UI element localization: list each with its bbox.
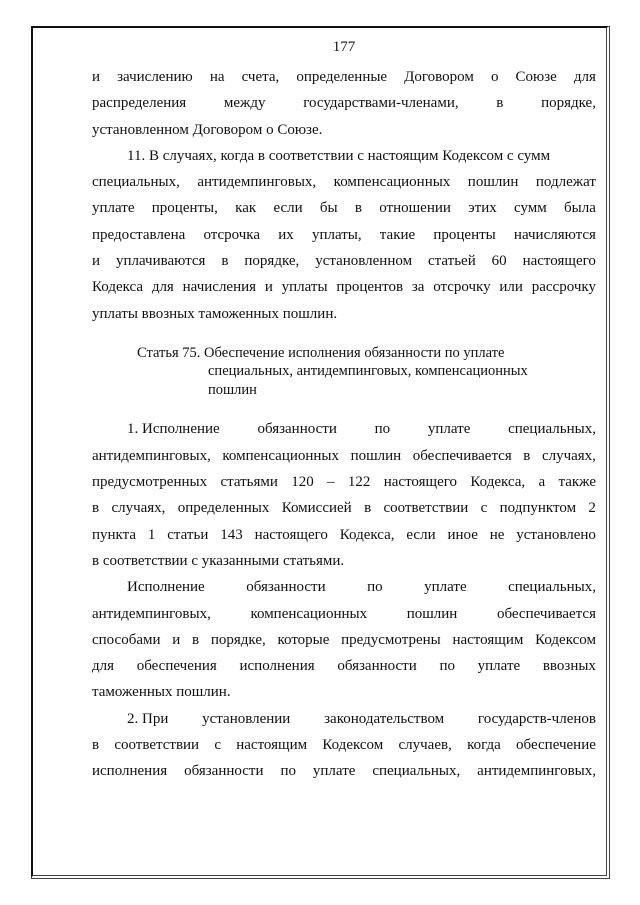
heading-line: пошлин <box>208 381 257 398</box>
word: за <box>411 279 425 296</box>
text-line <box>92 469 596 495</box>
word: 60 <box>491 253 507 270</box>
word: зачислению <box>117 69 193 85</box>
word: начисления <box>182 279 257 296</box>
word: в <box>354 200 362 217</box>
word: 1 <box>147 526 156 543</box>
word: для <box>151 279 174 296</box>
text-line <box>92 64 596 90</box>
word: с <box>480 500 488 517</box>
word: и <box>92 69 101 85</box>
word: таможенных пошлин. <box>92 684 231 701</box>
word: уплате <box>477 658 521 675</box>
word: компенсационных <box>333 174 451 191</box>
word: специальных, <box>508 579 596 596</box>
word: пошлин <box>467 174 519 191</box>
word: уплаты, <box>311 226 362 243</box>
word: между <box>223 95 266 112</box>
word: по <box>439 658 455 675</box>
word: 2 <box>588 500 596 517</box>
word: статьей <box>428 253 476 270</box>
word: для <box>92 658 115 675</box>
text-line <box>92 169 596 195</box>
word: которые <box>277 631 330 648</box>
word: Союзе <box>515 69 557 85</box>
page-number: 177 <box>332 39 356 55</box>
word: Исполнение <box>127 579 205 596</box>
word: обеспечивается <box>412 447 512 464</box>
word: специальных, <box>372 763 461 780</box>
word: когда <box>467 737 501 754</box>
word: этих <box>468 200 497 217</box>
word: порядке, <box>244 253 300 270</box>
word: порядке, <box>541 95 596 112</box>
word: Кодекса, <box>339 526 395 543</box>
word: установленном <box>315 253 413 270</box>
text-line <box>92 195 596 221</box>
word: Кодексом <box>322 737 384 754</box>
word: такие <box>379 226 416 243</box>
paragraph <box>92 416 596 574</box>
word: определенных <box>177 500 270 517</box>
word: иное <box>447 526 478 543</box>
word: уплаты ввозных таможенных пошлин. <box>92 305 338 322</box>
word: обязанности <box>246 579 326 596</box>
word: предусмотрены <box>341 631 441 648</box>
document-page <box>92 36 596 785</box>
word: уплачиваются <box>115 253 206 270</box>
text-line <box>92 758 596 784</box>
text-line <box>92 301 596 327</box>
text-line <box>92 732 596 758</box>
word: предусмотренных <box>92 474 208 491</box>
text-line <box>92 416 596 442</box>
word: процентов <box>336 279 404 296</box>
word: определенные <box>296 69 388 85</box>
word: в <box>221 253 229 270</box>
word: распределения <box>92 95 187 112</box>
word: о <box>490 69 499 85</box>
word: не <box>489 526 505 543</box>
word: соответствии <box>114 737 200 754</box>
word: настоящего <box>254 526 328 543</box>
word: антидемпинговых, <box>92 605 211 622</box>
word: установлении <box>202 710 291 727</box>
word: случаях, <box>111 500 166 517</box>
text-line <box>92 248 596 274</box>
word: обязанности <box>257 421 337 438</box>
text-line <box>92 653 596 679</box>
word: предоставлена <box>92 226 186 243</box>
word: специальных, <box>92 174 180 191</box>
paragraph <box>92 143 596 327</box>
word: проценты <box>433 226 496 243</box>
word: для <box>573 69 596 85</box>
word: 143 <box>220 526 243 543</box>
word: также <box>558 474 596 491</box>
word: а <box>538 474 546 491</box>
word: счета, <box>241 69 280 85</box>
word: в <box>92 500 100 517</box>
word: с <box>214 737 221 754</box>
text-line <box>92 574 596 600</box>
word: 1. Исполнение <box>127 421 220 438</box>
word: случаев, <box>398 737 452 754</box>
word: обеспечивается <box>496 605 596 622</box>
word: обеспечение <box>516 737 596 754</box>
word: настоящего <box>383 474 458 491</box>
word: антидемпинговых, <box>92 447 211 464</box>
word: Договором <box>404 69 474 85</box>
word: пункта <box>92 526 137 543</box>
word: уплаты <box>281 279 328 296</box>
word: Комиссией <box>281 500 352 517</box>
word: соответствии <box>383 500 469 517</box>
word: антидемпинговых, <box>477 763 596 780</box>
word: в <box>496 95 504 112</box>
word: начисляются <box>513 226 596 243</box>
word: Кодексом <box>535 631 596 648</box>
article-heading <box>137 344 596 400</box>
word: уплате <box>427 421 471 438</box>
word: уплате <box>92 200 135 217</box>
word: установленном Договором о Союзе. <box>92 121 323 138</box>
word: подлежат <box>535 174 596 191</box>
paragraph <box>92 574 596 705</box>
text-line <box>92 627 596 653</box>
word: уплате <box>424 579 467 596</box>
word: государств-членов <box>477 710 596 727</box>
text-line <box>92 601 596 627</box>
paragraph <box>92 706 596 785</box>
word: настоящим <box>236 737 308 754</box>
word: установлено <box>516 526 596 543</box>
word: пошлин <box>350 447 402 464</box>
word: и <box>264 279 273 296</box>
word: по <box>374 421 391 438</box>
word: 122 <box>347 474 371 491</box>
word: способами <box>92 631 161 648</box>
word: обеспечения <box>136 658 217 675</box>
text-line <box>92 90 596 116</box>
text-line <box>92 706 596 732</box>
word: в <box>92 737 100 754</box>
word: отсрочка <box>203 226 261 243</box>
word: подпунктом <box>499 500 577 517</box>
word: Кодекса <box>92 279 144 296</box>
word: по <box>280 763 296 780</box>
word: на <box>209 69 225 85</box>
text-line <box>92 117 596 143</box>
word: рассрочку <box>531 279 596 296</box>
word: если <box>406 526 436 543</box>
word: отсрочку <box>433 279 491 296</box>
word: исполнения <box>92 763 168 780</box>
word: специальных, <box>508 421 596 438</box>
word: 11. В случаях, когда в соответствии с настоящим Кодексом с сумм <box>127 147 551 164</box>
word: статьями <box>220 474 278 491</box>
word: проценты, <box>151 200 218 217</box>
word: в соответствии с указанными статьями. <box>92 552 345 569</box>
text-line <box>92 548 596 574</box>
word: законодательством <box>324 710 445 727</box>
word: и <box>92 253 101 270</box>
text-line <box>92 143 596 169</box>
document-body <box>92 64 596 785</box>
word: 2. При <box>127 710 169 727</box>
word: или <box>499 279 523 296</box>
word: 120 <box>291 474 314 491</box>
word: в <box>523 447 531 464</box>
word: была <box>564 200 596 217</box>
word: случаях, <box>541 447 596 464</box>
paragraph <box>92 64 596 143</box>
word: настоящего <box>522 253 596 270</box>
word: отношении <box>379 200 451 217</box>
word: государствами-членами, <box>303 95 459 112</box>
word: обязанности <box>184 763 264 780</box>
word: в <box>364 500 372 517</box>
word: сумм <box>514 200 547 217</box>
word: обязанности <box>337 658 417 675</box>
text-line <box>92 443 596 469</box>
word: пошлин <box>406 605 458 622</box>
word: статьи <box>167 526 209 543</box>
text-line <box>92 679 596 705</box>
word: по <box>367 579 383 596</box>
word: в <box>192 631 200 648</box>
text-line <box>92 274 596 300</box>
word: – <box>327 474 335 491</box>
heading-line: Статья 75. Обеспечение исполнения обязанности по уплате <box>137 344 505 361</box>
word: Кодекса, <box>470 474 526 491</box>
word: порядке, <box>210 631 266 648</box>
word: ввозных <box>542 658 596 675</box>
word: антидемпинговых, <box>197 174 317 191</box>
word: как <box>235 200 257 217</box>
text-line <box>92 522 596 548</box>
word: бы <box>319 200 338 217</box>
text-line <box>92 222 596 248</box>
word: их <box>278 226 294 243</box>
heading-line: специальных, антидемпинговых, компенсационных <box>208 363 528 380</box>
word: компенсационных <box>222 447 340 464</box>
word: исполнения <box>239 658 315 675</box>
word: уплате <box>312 763 356 780</box>
word: если <box>273 200 303 217</box>
word: компенсационных <box>250 605 368 622</box>
word: настоящим <box>452 631 524 648</box>
word: и <box>172 631 181 648</box>
text-line <box>92 495 596 521</box>
